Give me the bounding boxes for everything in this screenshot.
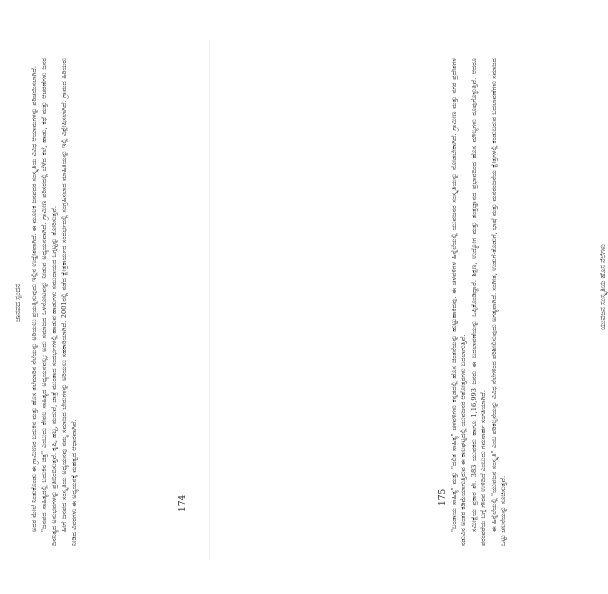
right-page-number: 175 [438, 488, 448, 506]
right-running-head: ಯುವಜನ ಸಂಸ್ಕೃತಿಯ ಹೊಸ ನೆಲೆಗಳು [599, 244, 607, 330]
left-page [0, 0, 210, 594]
right-page [210, 0, 607, 594]
left-page-number: 174 [178, 494, 188, 512]
left-paragraph: ಹೀಗೆ ಜನಪದ ಸಂಸ್ಕೃತಿಯ ಅಧ್ಯಯನವು ನಮ್ಮ ಸಮಾಜದ ಬೇರುಗಳನ್ನು ಅರಿಯಲು ಸಹಕಾರಿಯಾಗಿದೆ. 2001ರಲ್ಲಿ ನಡೆದ ಕ್ಷೇತ್ರಕಾರ್ಯದ ಸಂದರ್ಭದಲ್ಲಿ ಸಂಗ್ರಹಿಸಲಾದ ಮಾಹಿತಿಯನ್ನು ಇಲ್ಲಿ ವಿಶ್ಲೇಷಿಸಲಾಗಿದೆ. ಗ್ರಾಮದ ಹಿರಿಯರು ನೀಡಿದ ವಿವರಗಳು ಈ ಅಧ್ಯಯನಕ್ಕೆ ಮಹತ್ವದ ಆಧಾರವಾಗಿವೆ. [60, 58, 78, 546]
left-body-text [30, 58, 170, 546]
right-paragraph: ಈ ಹಿನ್ನೆಲೆಯಲ್ಲಿ "ಯುವಜನ ಸಂಸ್ಕೃತಿ" ಎಂಬ ಪರಿಕಲ್ಪನೆಯನ್ನು ವಿವಿಧ ನೆಲೆಗಳಿಂದ ಪರಿಶೀಲಿಸುವುದು ಅಗತ್ಯವಾಗಿದೆ. ಸಂಗೀತ, ಉಡುಗೆ-ತೊಡುಗೆ, ಭಾಷೆ ಮತ್ತು ಮನರಂಜನೆಯ ಕ್ಷೇತ್ರಗಳಲ್ಲಿ ಕಂಡುಬರುವ ಬದಲಾವಣೆಗಳು ಸಮಾಜದ ಒಟ್ಟು ಚಲನೆಯನ್ನು ಸೂಚಿಸುತ್ತವೆ. [489, 58, 508, 546]
left-running-head: ಜಾನಪದ ಸ್ಪಂದನ [14, 283, 22, 322]
left-paragraph: "ಜನಪದ ಸಾಹಿತ್ಯದಲ್ಲಿ ಬದುಕಿನ ಚಿತ್ರ" ಎಂಬುದು ಕೇವಲ ಸಾಹಿತ್ಯದ ಅಧ್ಯಯನವಲ್ಲ; ಅದು ಸಮಾಜದ ಒಳನೋಟವನ್ನು ನೀಡುವ ಅಧ್ಯಯನವಾಗಿದೆ. ಗ್ರಾಮೀಣ ಪರಿಸರದಲ್ಲಿ ಬೆಳೆದ ಕಲೆ, ಹಾಡು, ಕಥೆ ಮತ್ತು ಆಚರಣೆಗಳು ಜನರ ದಿನನಿತ್ಯದ ಅನುಭವಗಳನ್ನು ಪ್ರತಿಬಿಂಬಿಸುತ್ತವೆ. ಕೃಷಿ, ಹಬ್ಬ, ಮದುವೆ, ಜಾತ್ರೆ ಮುಂತಾದ ಸಂದರ್ಭಗಳಲ್ಲಿ ಹಾಡುವ ಹಾಡುಗಳು ಸಮುದಾಯದ ಒಗ್ಗಟ್ಟನ್ನು ತೋರಿಸುತ್ತವೆ. [40, 58, 58, 546]
right-body-text [450, 58, 590, 546]
left-paragraph: ಅದರ ಮೇಲೆ ನಿಂತುಕೊಂಡು ಈ ಗ್ರಾಮೀಣರ ಬದುಕಿನ ಮತ್ತು ಹೊಸ ತಲೆಮಾರಿನ ನೆಲೆಯನ್ನು ಅರಿಯಲು ಪ್ರಯತ್ನಿಸುವುದು ಇಲ್ಲಿನ ಉದ್ದೇಶವಾಗಿದೆ. ಈ ಮೂಲಕ ಜನಪದರ ಸಂಸ್ಕೃತಿಯ ವಿವಿಧ ಆಯಾಮಗಳನ್ನು ಪರಿಚಯಿಸಲಾಗಿದೆ. [30, 65, 38, 532]
right-paragraph: ಸಮೀಕ್ಷೆಯ ಪ್ರಕಾರ ಶೇ. 383 ಯುವಕರು ಹಾಗೂ 1,16,993 ಜನರು ಈ ಬದಲಾವಣೆಯನ್ನು ಒಪ್ಪಿಕೊಂಡಿದ್ದಾರೆ. ಶಿಕ್ಷಣ, ಉದ್ಯೋಗ ಮತ್ತು ತಂತ್ರಜ್ಞಾನದ ಪ್ರಭಾವದಿಂದ ಹೊಸ ಮೌಲ್ಯಗಳು ರೂಪುಗೊಳ್ಳುತ್ತಿವೆ. ಆದರೂ ಪರಂಪರೆಯ ಬಗ್ಗೆ ಗೌರವ ಉಳಿದಿದೆ ಎಂಬುದು ಗಮನಾರ್ಹ ಸಂಗತಿಯಾಗಿದೆ. [469, 58, 488, 546]
right-paragraph: "ಬಂಡಾಯ ಸಾಹಿತ್ಯ" ಮತ್ತು "ದಲಿತ ಸಾಹಿತ್ಯ" ಚಳವಳಿಗಳು ಕನ್ನಡದಲ್ಲಿ ಹೊಸ ಚಿಂತನೆಯನ್ನು ಹುಟ್ಟುಹಾಕಿದವು. ಈ ಚಳವಳಿಗಳ ಹಿನ್ನೆಲೆಯಲ್ಲಿ ಯುವಜನರ ಸಂಸ್ಕೃತಿಯನ್ನು ನೋಡಬೇಕಾಗಿದೆ. ಗ್ರಾಮೀಣ ಮತ್ತು ನಗರ ಪ್ರದೇಶಗಳ ನಡುವಿನ ಅಂತರ ಕಡಿಮೆಯಾಗುತ್ತಿರುವ ಈ ಕಾಲಘಟ್ಟದಲ್ಲಿ ಯುವಜನರ ಆಶೋತ್ತರಗಳು ಬದಲಾಗುತ್ತಿವೆ. [450, 58, 468, 546]
